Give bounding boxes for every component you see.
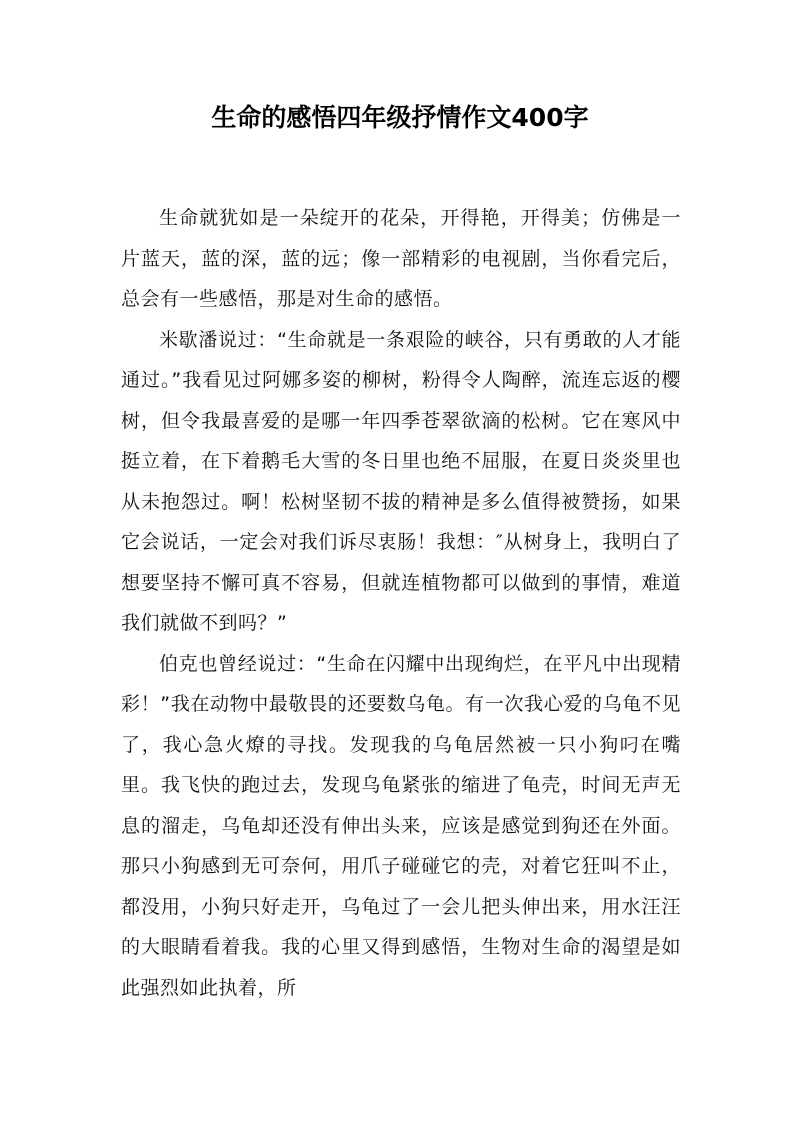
- paragraph-1: 生命就犹如是一朵绽开的花朵，开得艳，开得美；仿佛是一片蓝天，蓝的深，蓝的远；像一部精彩的电视剧，当你看完后，总会有一些感悟，那是对生命的感悟。: [121, 207, 681, 310]
- document-body: [121, 198, 681, 1008]
- document-title: 生命的感悟四年级抒情作文400字: [211, 103, 589, 132]
- paragraph-3: 伯克也曾经说过：“生命在闪耀中出现绚烂，在平凡中出现精彩！”我在动物中最敬畏的还要数乌龟。有一次我心爱的乌龟不见了，我心急火燎的寻找。发现我的乌龟居然被一只小狗叼在嘴里。我飞快的跑过去，发现乌龟紧张的缩进了龟壳，时间无声无息的溜走，乌龟却还没有伸出头来，应该是感觉到狗还在外面。那只小狗感到无可奈何，用爪子碰碰它的壳，对着它狂叫不止，都没用，小狗只好走开，乌龟过了一会儿把头伸出来，用水汪汪的大眼睛看着我。我的心里又得到感悟，生物对生命的渴望是如此强烈如此执着，所: [121, 652, 681, 999]
- paragraph-2: 米歇潘说过：“生命就是一条艰险的峡谷，只有勇敢的人才能通过。”我看见过阿娜多姿的柳树，粉得令人陶醉，流连忘返的樱树，但令我最喜爱的是哪一年四季苍翠欲滴的松树。它在寒风中挺立着，在下着鹅毛大雪的冬日里也绝不屈服，在夏日炎炎里也从未抱怨过。啊！松树坚韧不拔的精神是多么值得被赞扬，如果它会说话，一定会对我们诉尽衷肠！我想：″从树身上，我明白了想要坚持不懈可真不容易，但就连植物都可以做到的事情，难道我们就做不到吗？”: [121, 328, 681, 634]
